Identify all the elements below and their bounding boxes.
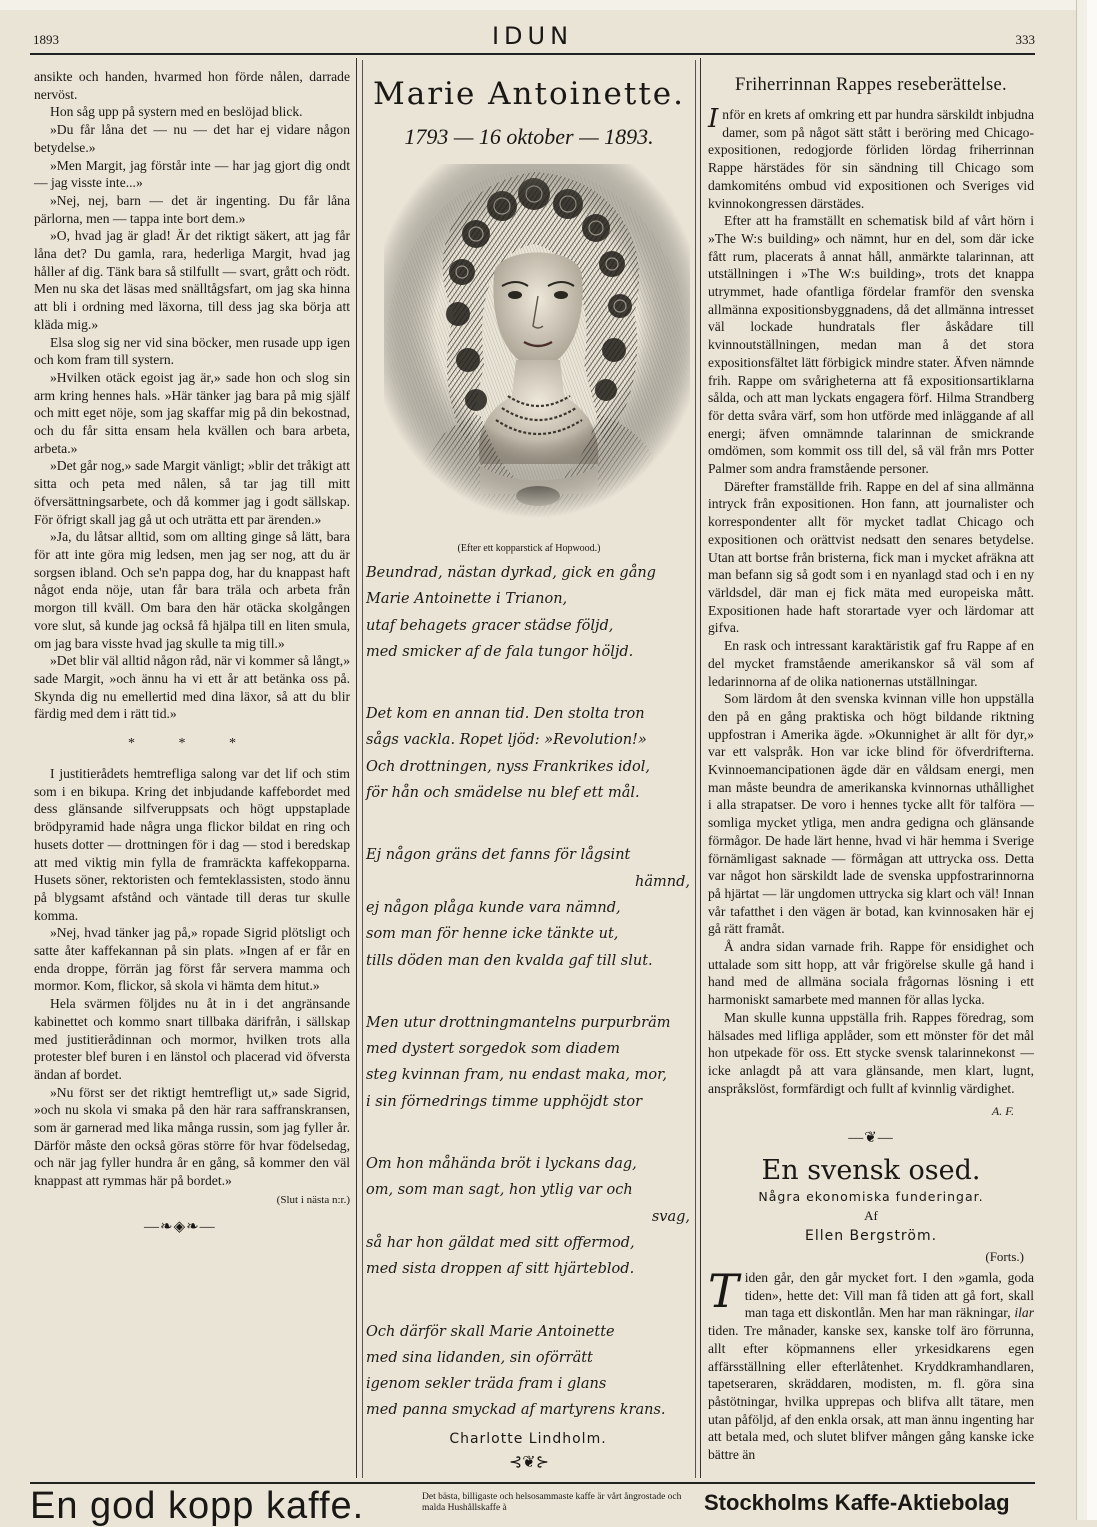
- header-year: 1893: [33, 32, 59, 47]
- poem-line: i sin förnedrings timme upphöjdt stor: [366, 1093, 643, 1110]
- poem-line: hämnd,: [635, 873, 690, 890]
- story-paragraph: »Du får låna det — nu — det har ej vidare någon betydelse.»: [34, 122, 350, 155]
- article-paragraph: Man skulle kunna uppställa frih. Rappes föredrag, som hälsades med lifliga applåder, som ett mönster för det mål hon utpekade för oss. Ett stycke svensk talarinnekonst — icke anlagdt på att vara glänsande, men klart, lugnt, anspråkslöst, formfärdigt och fullt af kvinnlig värdighet.: [708, 1009, 1034, 1096]
- poem-line: igenom sekler träda fram i glans: [366, 1376, 607, 1393]
- portrait-illustration-icon: [384, 164, 690, 518]
- poem-line: Marie Antoinette i Trianon,: [366, 591, 568, 608]
- middle-frame-left: [362, 60, 363, 1478]
- story-paragraph: I justitierådets hemtrefliga salong var det lif och stim som i en bikupa. Kring det inbjudande kaffebordet med dess glänsande silfveruppsats och högt uppstaplade brödpyramid hade några unga flickor bildat en ring och husets dotter — drottningen för i dag — stod i beredskap att med viktig min fylla de framräckta kaffekopparna. Husets söner, rektoristen och femteklassisten, stodo ännu på blygsamt afstånd och väntade till deras tur skulle komma.: [34, 766, 350, 923]
- essay-subtitle: Några ekonomiska funderingar.: [758, 1189, 984, 1205]
- continued-note: (Slut i nästa n:r.): [276, 1193, 350, 1206]
- ornament-divider-icon: —❦—: [848, 1130, 894, 1147]
- poem-line: sågs vackla. Ropet ljöd: »Revolution!»: [366, 732, 647, 749]
- poem-dates: 1793 — 16 oktober — 1893.: [404, 124, 654, 149]
- story-paragraph: »Nu först ser det riktigt hemtrefligt ut,» sade Sigrid, »och nu skola vi smaka på den här rara saffranskransen, som är garnerad med lika många russin, som jag fyller år. Därför måste den också göras större för hvar födelsedag, och när jag fyller hundra år en gång, så kommer den väl knappast att rymmas här på bordet.»: [34, 1084, 350, 1189]
- poem-line: Om hon måhända bröt i lyckans dag,: [366, 1156, 637, 1173]
- article-paragraph: Å andra sidan varnade frih. Rappe för ensidighet och uttalade som sitt hopp, att vår frigörelse skulle gå hand i hand med de allmäna sociala frågornas lösning i ett harmoniskt samarbete med mannen för allas lycka.: [708, 939, 1034, 1008]
- story-paragraph: Hela svärmen följdes nu åt in i det angränsande kabinettet och kommo snart tillbaka därifrån, i sällskap med justitierådinnan och mormor, hvilken trots alla protester blef buren i en länstol och placerad vid öfversta ändan af bordet.: [34, 996, 350, 1082]
- article-paragraph: Därefter framställde frih. Rappe en del af sina allmänna intryck från expositionen. Hon fann, att journalister och korrespondenter allt för mycket tadlat Chicago och expositionen och orättvist nedsatt den senares betydelse. Utan att bortse från bristerna, fick man i mycket afräkna att man befann sig så godt som i en nyanlagd stad och i en ny världsdel, där man ej fick mäta med europeiska mått. Expositionen hade haft storartade vyer och lärdomar att gifva.: [708, 478, 1034, 636]
- header-title: IDUN: [491, 22, 574, 50]
- portrait-caption: (Efter ett kopparstick af Hopwood.): [457, 543, 601, 554]
- drop-cap: T: [708, 1264, 739, 1319]
- poem-line: med sina lidanden, sin oförrätt: [366, 1349, 593, 1366]
- scan-margin: [0, 0, 1097, 10]
- article-title: Friherrinnan Rappes reseberättelse.: [735, 75, 1007, 95]
- ornament-divider-icon: —❧◈❧—: [144, 1218, 216, 1235]
- story-paragraph: »O, hvad jag är glad! Är det riktigt säkert, att jag får låna det? Du gamla, rara, hederliga Margit, hvad jag håller af dig. Tänk bara så stilfullt — svart, grått och rödt. Men nu ska det läsas med snälltågsfart, om jag ska hinna att bli i ordning med läxorna, till dess jag ska börja att kläda mig.»: [34, 228, 350, 332]
- poem-line: utaf behagets gracer städse följd,: [366, 617, 614, 634]
- article-signature: A. F.: [991, 1104, 1014, 1119]
- poem-author: Charlotte Lindholm.: [449, 1430, 607, 1447]
- coffee-ad-text: Det bästa, billigaste och helsosammaste kaffe är vårt ångrostade och malda Hushållskaffe à: [422, 1492, 682, 1513]
- middle-frame-right: [695, 60, 696, 1478]
- story-paragraph: »Men Margit, jag förstår inte — har jag gjort dig ondt — jag visste inte...»: [34, 157, 350, 191]
- essay-paragraph: Tiden går, den går mycket fort. I den »gamla, goda tiden», hette det: Vill man få tiden att gå fort, skall man taga ett diskontlån. Men har man räkningar, ilar tiden. Tre månader, kanske sex, kanske tolf äro förrunna, allt efter köpmannens eller yrkesidkarens egen affärsställning eller efterlåtenhet. Kryddkramhandlaren, tapetseraren, skräddaren, modisten, m. fl. göra sina påstötningar, hvilka upprepas och blifva allt tätare, men utan påföljd, af den enkla orsak, att man ännu ingenting har att betala med, och slutet blifver mången gång kanske icke bättre än: [708, 1264, 1034, 1463]
- header-rule: [30, 53, 1035, 55]
- poem-line: så har hon gäldat med sitt offermod,: [366, 1234, 635, 1251]
- page-edge: [1087, 0, 1097, 1520]
- drop-cap: I: [708, 104, 719, 134]
- coffee-ad-headline: En god kopp kaffe.: [30, 1485, 365, 1527]
- story-column: [34, 68, 350, 1244]
- poem-stanza: [366, 1319, 690, 1424]
- poem-line: med dystert sorgedok som diadem: [366, 1041, 620, 1058]
- article-paragraph: Inför en krets af omkring ett par hundra särskildt inbjudna damer, som på något sätt stått i beröring med Chicago-expositionen, redogjorde förliden lördag friherrinnan Rappe härstädes för sin sändning till Chicago som damkomiténs ombud vid expositionen och Sveriges vid kvinnokongressen därstädes.: [708, 104, 1034, 211]
- poem-line: Men utur drottningmantelns purpurbräm: [366, 1014, 671, 1031]
- column-divider-left: [356, 58, 357, 1478]
- essay-author: Ellen Bergström.: [804, 1228, 938, 1245]
- poem-line: med sista droppen af sitt hjärteblod.: [366, 1261, 635, 1278]
- story-paragraph: »Det blir väl alltid någon råd, när vi kommer så långt,» sade Margit, »och ännu ha vi ett år att betänka oss på. Skynda dig nu emellertid med dina läxor, så att du blir färdig med dem i rätt tid.»: [34, 653, 350, 722]
- poem-line: med panna smyckad af martyrens krans.: [366, 1402, 666, 1419]
- story-paragraph: »Nej, hvad tänker jag på,» ropade Sigrid plötsligt och satte åter kaffekannan på sin plats. »Ingen af er får en enda droppe, förrän jag först får servera mamma och mormor. Kom, flickor, så skola vi hämta dem hitut.»: [34, 925, 350, 994]
- essay-by: Af: [864, 1208, 878, 1224]
- article-column: [708, 74, 1034, 1464]
- story-paragraph: Hon såg upp på systern med en beslöjad blick.: [50, 104, 303, 120]
- poem-line: Ej någon gräns det fanns för lågsint: [366, 847, 631, 864]
- ornament-flourish-icon: ⊰❦⊱: [508, 1452, 550, 1471]
- poem-stanza: [366, 560, 690, 665]
- poem-line: steg kvinnan fram, nu endast maka, mor,: [366, 1067, 668, 1084]
- coffee-ad-company: Stockholms Kaffe-Aktiebolag: [704, 1490, 1010, 1515]
- poem-line: Och därför skall Marie Antoinette: [366, 1323, 615, 1340]
- section-break-stars: * * *: [128, 736, 256, 752]
- poem-line: Och drottningen, nyss Frankrikes idol,: [366, 758, 650, 775]
- poem-line: om, som man sagt, hon ytlig var och: [366, 1182, 633, 1199]
- story-paragraph: »Ja, du låtsar alltid, som om allting ginge så lätt, bara för att inte göra mig ledsen, men jag ser nog, att du är sorgsen ibland. Och se'n pappa dog, har du knappast haft något enda nöje, utan får bara träla och arbeta från morgon till kväll. Om bara den här otäcka skolgången vore slut, så kunde jag också få hjälpa till en liten smula, om jag bara visste hvad jag skulle ta mig till.»: [34, 529, 350, 651]
- essay-title: En svensk osed.: [761, 1155, 981, 1187]
- poem-stanza: [366, 701, 690, 806]
- header-page-number: 333: [1015, 32, 1035, 47]
- article-paragraph: Efter att ha framställt en schematisk bild af vårt hörn i »The W:s building» och nämnt, hur en del, som där icke fått rum, placerats å annat håll, anmärkte talarinnan, att utställningen i »The W:s building», trots det knappa utrymmet, hade ofantliga fördelar framför den svenska allmänna expositionsbyggnadens, då det allmänna intresset väl lockade hundratals fler åskådare till kvinnoutställningen, medan man å det stora expositionsfältet lätt förbigick mindre stater. Äfven nämnde frih. Rappe om svårigheterna att få expositionsartiklarna sålda, och att man lyckats engagera förf. Hilma Strandberg för detta svåra värf, som hon utförde med inläggande af all energi; äfven omnämnde talarinnan de smickrande omdömen, som kommit oss till del, så väl från mrs Potter Palmer som andra framstående personer.: [708, 213, 1034, 477]
- story-paragraph: ansikte och handen, hvarmed hon förde nålen, darrade nervöst.: [34, 69, 350, 102]
- page-header: [30, 22, 1035, 52]
- story-paragraph: »Det går nog,» sade Margit vänligt; »blir det tråkigt att sitta och peta med nålen, så tar jag till mitt öfversättningsarbete, och då kommer jag i godt sällskap. För öfrigt skall jag gå ut och uträtta ett par ärenden.»: [34, 458, 350, 527]
- poem-stanza: [366, 1151, 690, 1282]
- poem-line: Det kom en annan tid. Den stolta tron: [366, 706, 645, 723]
- poem-line: som man för henne icke tänkte ut,: [366, 926, 619, 943]
- poem-line: Beundrad, nästan dyrkad, gick en gång: [366, 565, 656, 581]
- story-paragraph: »Nej, nej, barn — det är ingenting. Du får låna pärlorna, men — tappa inte bort dem.»: [34, 192, 350, 226]
- poem-stanza: [366, 1010, 690, 1115]
- article-paragraph: En rask och intressant karaktäristik gaf fru Rappe af en del mycket framstående amerikanskor så väl som af ledarinnorna af de olika nationernas utställningar.: [708, 638, 1034, 689]
- poem-line: med smicker af de fala tungor höljd.: [366, 643, 634, 660]
- poem-stanza: [366, 842, 690, 973]
- story-paragraph: »Hvilken otäck egoist jag är,» sade hon och slog sin arm kring hennes hals. »Här tänker jag bara på mig själf och mitt eget nöje, som jag skaffar mig på din bekostnad, och du får sitta ensam hela kvällen och bara arbeta, arbeta.»: [34, 369, 350, 456]
- story-paragraph: Elsa slog sig ner vid sina böcker, men rusade upp igen och kom fram till systern.: [34, 334, 350, 368]
- footer-rule: [30, 1482, 1035, 1484]
- poem: [366, 560, 690, 1452]
- poem-line: ej någon plåga kunde vara nämnd,: [366, 899, 621, 916]
- poem-line: tills döden man den kvalda gaf till slut.: [366, 952, 653, 969]
- column-divider-right: [700, 58, 701, 1478]
- article-paragraph: Som lärdom åt den svenska kvinnan ville hon uppställa den på en gång praktiska och högt bildande riktning uppfostran i Amerika ägde. »Okunnighet är allt för dyr,» var ett valspråk. Hon var icke blind för öfverdrifterna. Kvinnoemancipationen ägde där en våldsam energi, men man måste beundra de amerikanska kvinnornas uthållighet i alla strapatser. De voro i hennes tycke allt för talföra — somliga mycket ytliga, men andra gedigna och glänsande förmågor. De hade lärt henne, hvad vi här hemma i Sverige förnämligast saknade — förmågan att uttrycka oss. Detta var något hon särskildt lade de svenska uppfostrarinnorna på hjärtat — lär ungdomen uttrycka sig klart och väl! Innan vår tafatthet i den vägen är botad, kan kvinnosaken här ej gå rätt framåt.: [708, 691, 1034, 937]
- poem-title: Marie Antoinette.: [373, 76, 685, 112]
- poem-line: för hån och smädelse nu blef ett mål.: [366, 785, 640, 802]
- essay-continued: (Forts.): [985, 1249, 1024, 1265]
- poem-line: svag,: [651, 1208, 690, 1225]
- portrait-engraving: [384, 164, 690, 518]
